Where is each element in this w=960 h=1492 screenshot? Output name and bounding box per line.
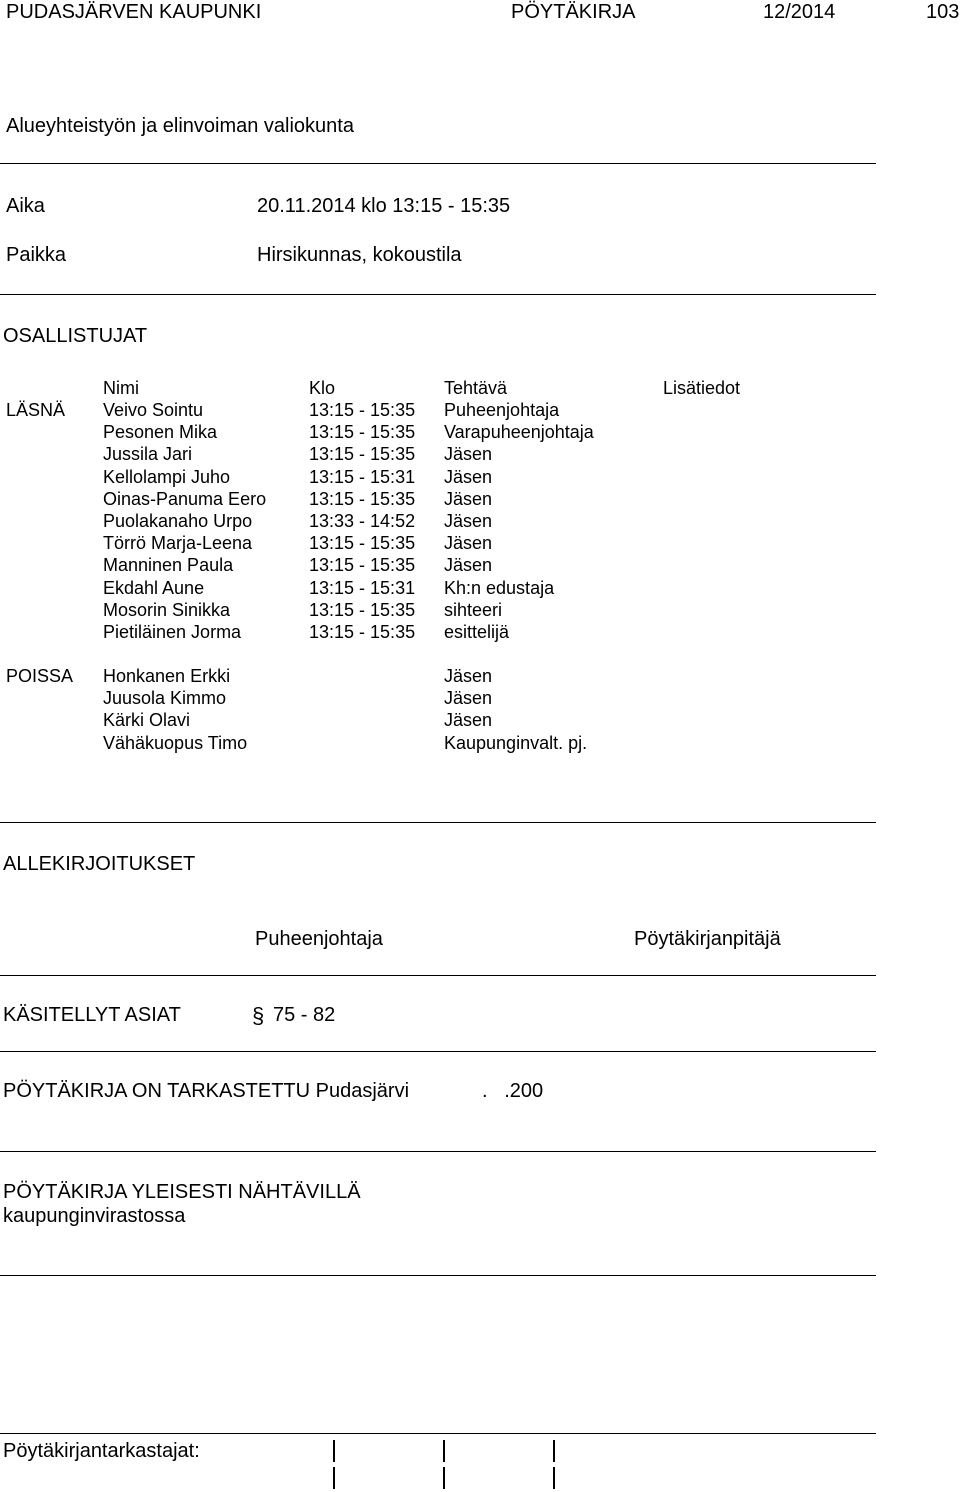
participant-name: Pietiläinen Jorma: [103, 621, 242, 642]
signature-field-mark: [553, 1467, 555, 1489]
participant-role: Jäsen: [444, 533, 493, 554]
participant-role: Jäsen: [444, 510, 493, 531]
reviewed-date: . .200: [482, 1080, 544, 1102]
participant-time: 13:15 - 15:35: [309, 533, 416, 554]
divider: [0, 975, 876, 976]
participant-role: Jäsen: [444, 688, 493, 709]
participant-time: 13:15 - 15:35: [309, 444, 416, 465]
public-line-2: kaupunginvirastossa: [3, 1205, 186, 1227]
absent-label: POISSA: [6, 666, 74, 686]
participant-name: Jussila Jari: [103, 444, 193, 465]
participant-time: 13:15 - 15:35: [309, 400, 416, 420]
participant-role: Jäsen: [444, 555, 493, 576]
participant-name: Mosorin Sinikka: [103, 599, 231, 620]
signatures-heading: ALLEKIRJOITUKSET: [3, 853, 196, 875]
doc-type: PÖYTÄKIRJA: [511, 1, 636, 23]
participant-role: Jäsen: [444, 488, 493, 509]
participant-name: Vähäkuopus Timo: [103, 732, 248, 753]
participant-name: Törrö Marja-Leena: [103, 533, 253, 554]
time-value: 20.11.2014 klo 13:15 - 15:35: [257, 195, 511, 217]
place-value: Hirsikunnas, kokoustila: [257, 244, 462, 266]
participant-role: Jäsen: [444, 666, 493, 686]
participant-role: esittelijä: [444, 621, 510, 642]
signature-secretary: Pöytäkirjanpitäjä: [634, 928, 781, 950]
participant-role: Jäsen: [444, 710, 493, 731]
reviewers-label: Pöytäkirjantarkastajat:: [3, 1440, 200, 1462]
reviewed-text: PÖYTÄKIRJA ON TARKASTETTU Pudasjärvi: [3, 1080, 410, 1102]
signature-field-mark: [443, 1440, 445, 1462]
participant-time: 13:15 - 15:35: [309, 422, 416, 443]
participant-name: Juusola Kimmo: [103, 688, 227, 709]
participant-time: 13:15 - 15:35: [309, 488, 416, 509]
participant-name: Honkanen Erkki: [103, 666, 231, 686]
participant-role: Kaupunginvalt. pj.: [444, 732, 588, 753]
participant-role: sihteeri: [444, 599, 503, 620]
participant-name: Kärki Olavi: [103, 710, 191, 731]
participant-name: Manninen Paula: [103, 555, 234, 576]
divider: [0, 822, 876, 823]
items-range: 75 - 82: [273, 1004, 336, 1026]
participant-time: 13:15 - 15:31: [309, 577, 416, 598]
participant-time: 13:15 - 15:35: [309, 555, 416, 576]
participant-role: Jäsen: [444, 444, 493, 465]
participant-time: 13:15 - 15:35: [309, 599, 416, 620]
signature-field-mark: [333, 1467, 335, 1489]
section-sign: §: [252, 1003, 265, 1028]
doc-number: 12/2014: [763, 1, 836, 23]
divider: [0, 1151, 876, 1152]
participant-time: 13:15 - 15:35: [309, 621, 416, 642]
place-label: Paikka: [6, 244, 67, 266]
participant-name: Ekdahl Aune: [103, 577, 205, 598]
participant-time: 13:15 - 15:31: [309, 466, 416, 487]
participant-name: Kellolampi Juho: [103, 466, 231, 487]
col-header-extra: Lisätiedot: [663, 378, 741, 398]
signature-field-mark: [333, 1440, 335, 1462]
participants-heading: OSALLISTUJAT: [3, 325, 148, 347]
org-name: PUDASJÄRVEN KAUPUNKI: [6, 1, 262, 23]
participant-name: Pesonen Mika: [103, 422, 218, 443]
present-label: LÄSNÄ: [6, 400, 66, 420]
participant-name: Veivo Sointu: [103, 400, 204, 420]
participant-time: 13:33 - 14:52: [309, 510, 416, 531]
signature-chair: Puheenjohtaja: [255, 928, 383, 950]
divider: [0, 294, 876, 295]
participant-role: Kh:n edustaja: [444, 577, 555, 598]
time-label: Aika: [6, 195, 45, 217]
committee-name: Alueyhteistyön ja elinvoiman valiokunta: [6, 115, 354, 137]
col-header-name: Nimi: [103, 378, 139, 398]
participant-name: Puolakanaho Urpo: [103, 510, 253, 531]
public-line-1: PÖYTÄKIRJA YLEISESTI NÄHTÄVILLÄ: [3, 1181, 361, 1203]
divider: [0, 1051, 876, 1052]
items-label: KÄSITELLYT ASIAT: [3, 1004, 181, 1026]
divider: [0, 1433, 876, 1434]
participant-name: Oinas-Panuma Eero: [103, 488, 267, 509]
page-number: 103: [926, 1, 960, 23]
signature-field-mark: [443, 1467, 445, 1489]
participant-role: Puheenjohtaja: [444, 400, 560, 420]
col-header-time: Klo: [309, 378, 336, 398]
divider: [0, 1275, 876, 1276]
divider: [0, 163, 876, 164]
participant-role: Jäsen: [444, 466, 493, 487]
col-header-role: Tehtävä: [444, 378, 508, 398]
participant-role: Varapuheenjohtaja: [444, 422, 594, 443]
signature-field-mark: [553, 1440, 555, 1462]
